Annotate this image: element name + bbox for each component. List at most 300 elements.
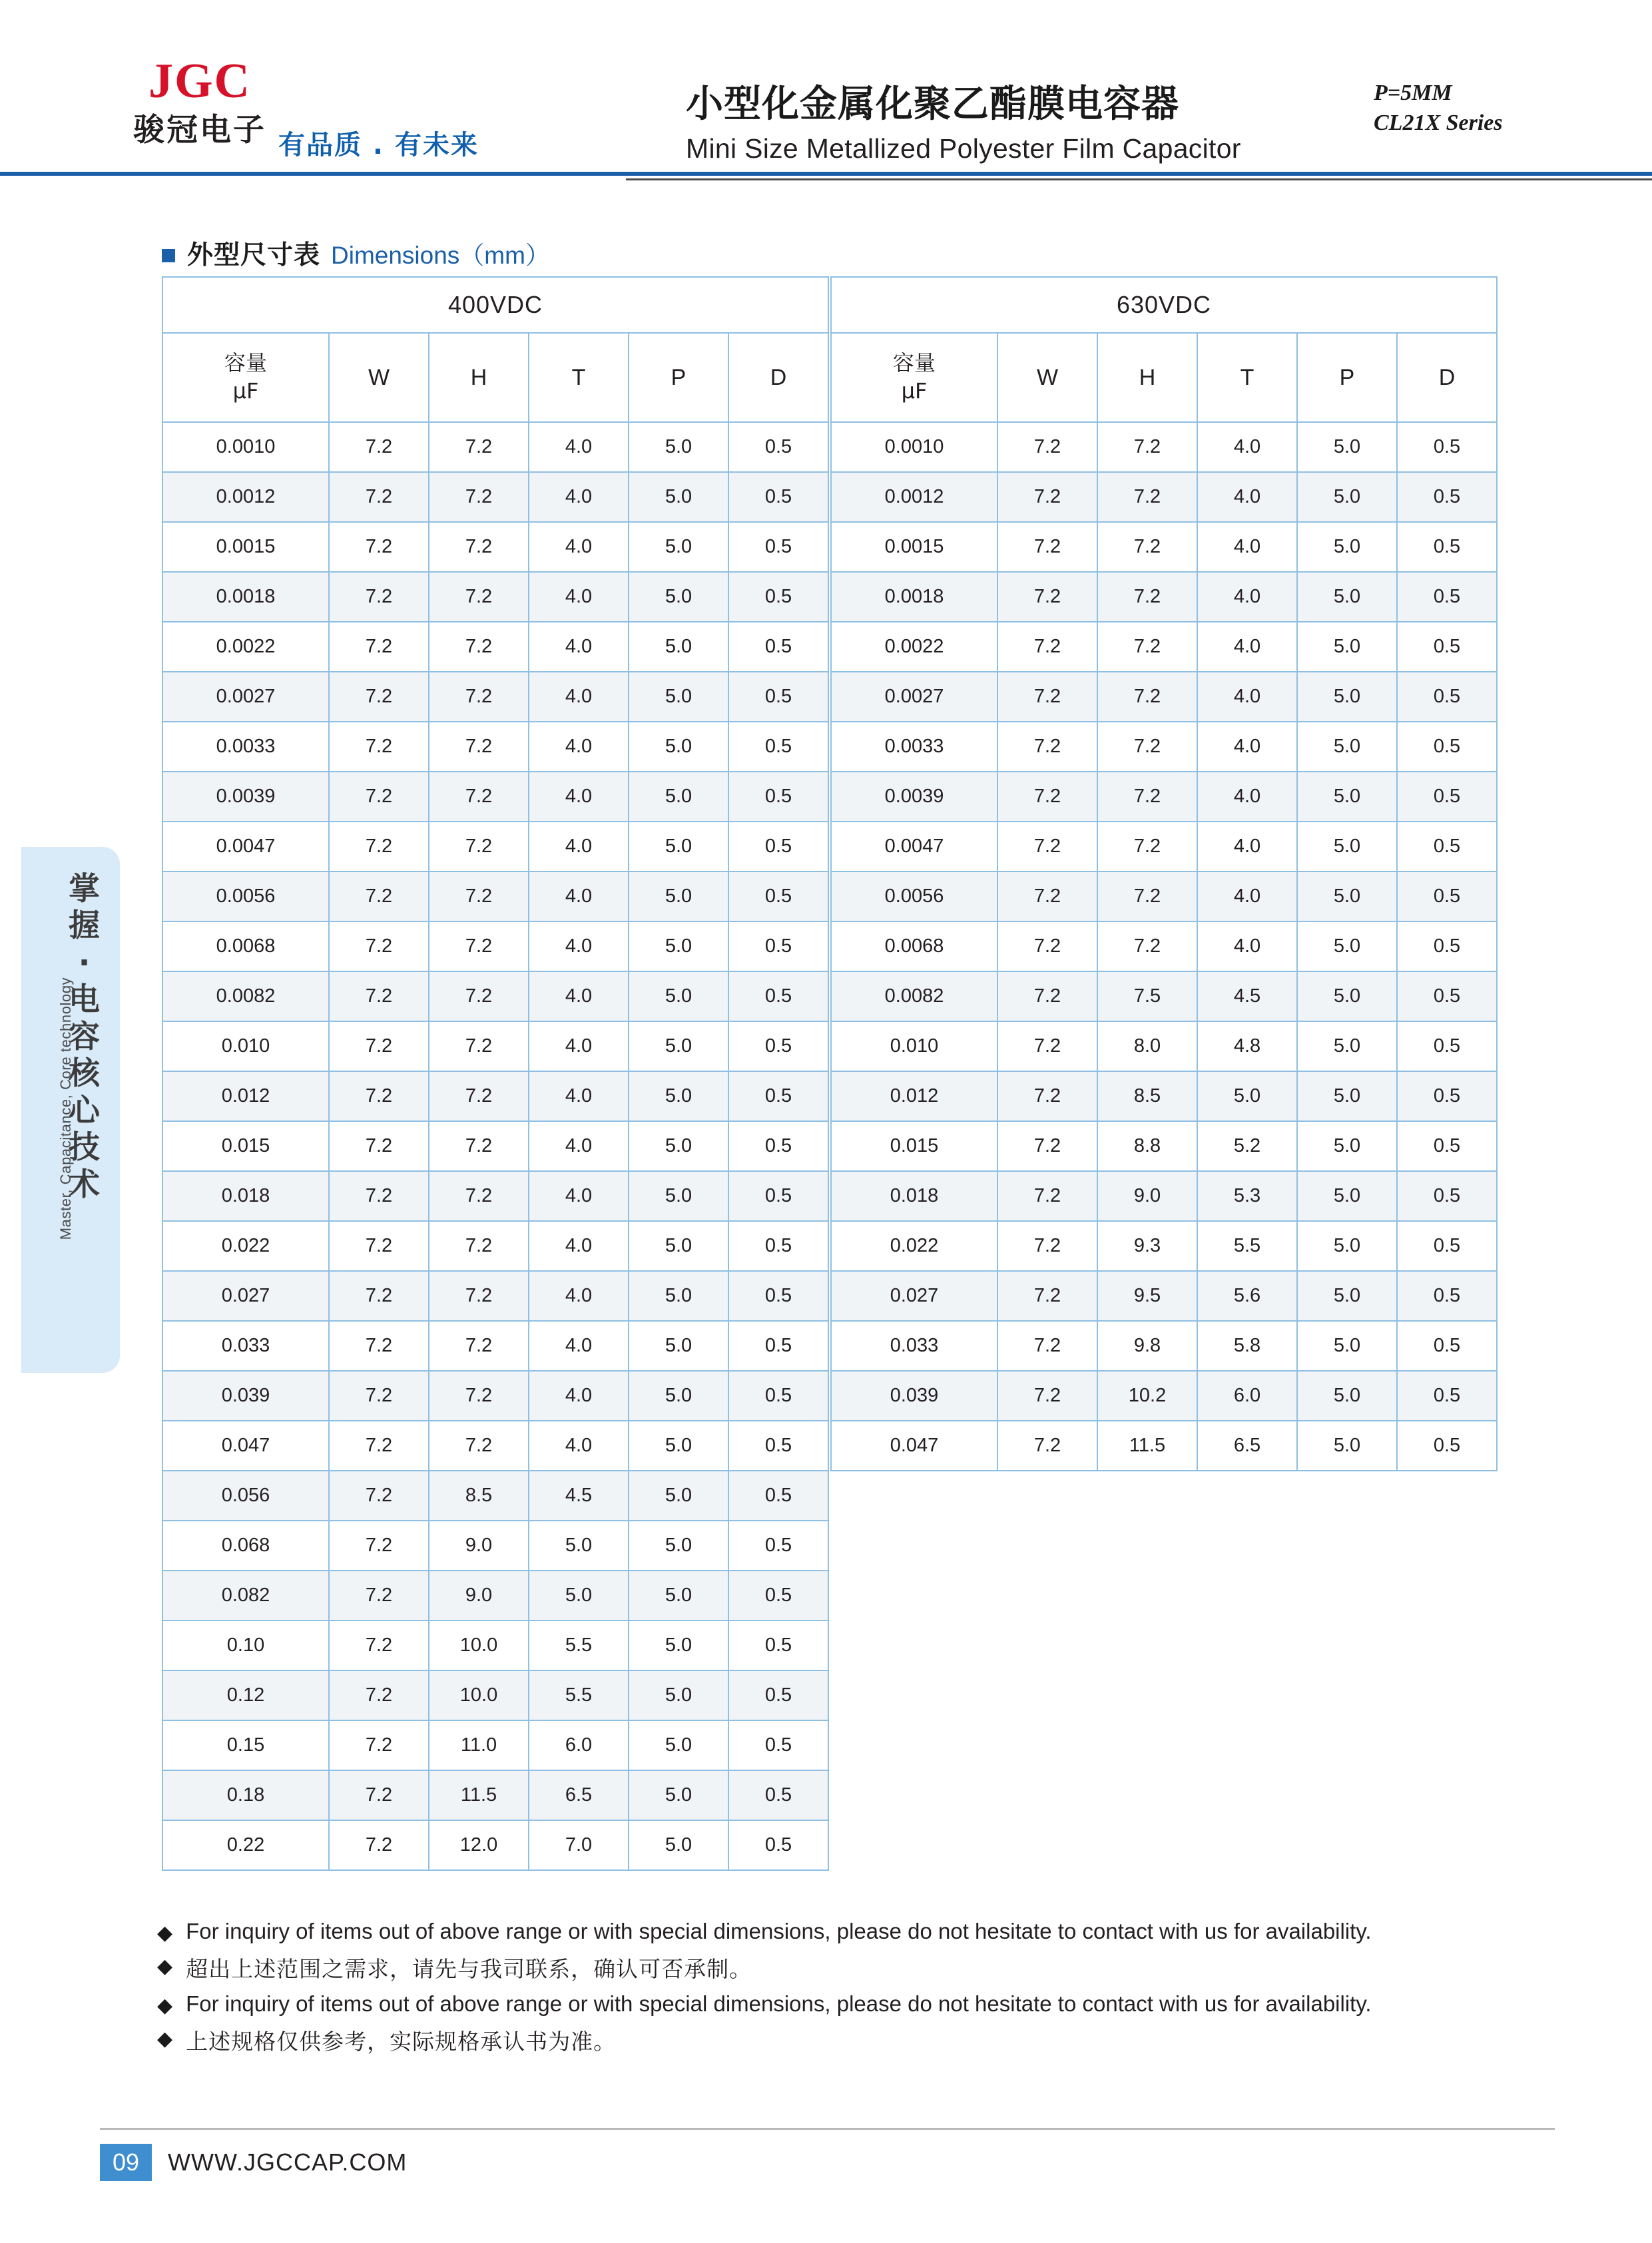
cell-capacitance: 0.0018 (162, 572, 329, 622)
cell-dimension: 7.2 (329, 1271, 429, 1321)
cell-capacitance: 0.022 (162, 1221, 329, 1271)
cell-dimension: 7.2 (329, 1471, 429, 1521)
table-voltage-header: 630VDC (831, 277, 1497, 333)
cell-dimension: 0.5 (728, 971, 828, 1021)
cell-dimension: 0.5 (728, 1371, 828, 1421)
table-row (831, 772, 1497, 822)
cell-capacitance: 0.010 (831, 1021, 997, 1071)
cell-dimension: 5.0 (629, 472, 728, 522)
cell-dimension: 4.0 (1197, 622, 1297, 672)
cell-dimension: 5.0 (1297, 1371, 1397, 1421)
note-text: For inquiry of items out of above range or with special dimensions, please do not hesitate to contact with us for availability. (186, 1919, 1372, 1943)
cell-dimension: 7.2 (329, 1071, 429, 1121)
table-row (831, 1321, 1497, 1371)
table-row (162, 1021, 828, 1071)
cell-dimension: 5.0 (629, 1321, 728, 1371)
cell-capacitance: 0.18 (162, 1770, 329, 1820)
table-row (162, 1371, 828, 1421)
table-row (831, 1171, 1497, 1221)
cell-dimension: 0.5 (1397, 422, 1497, 472)
cell-dimension: 7.2 (997, 822, 1097, 872)
cell-dimension: 7.2 (329, 872, 429, 921)
table-row (831, 572, 1497, 622)
cell-dimension: 0.5 (728, 1421, 828, 1471)
table-row (831, 1371, 1497, 1421)
cell-dimension: 5.0 (1297, 1271, 1397, 1321)
note-item (157, 1952, 1522, 1983)
cell-dimension: 7.2 (429, 622, 529, 672)
table-row (162, 1071, 828, 1121)
cell-dimension: 4.0 (1197, 872, 1297, 921)
cell-dimension: 7.2 (997, 1321, 1097, 1371)
cell-dimension: 4.0 (529, 1371, 629, 1421)
cell-capacitance: 0.039 (831, 1371, 997, 1421)
cell-dimension: 7.2 (429, 921, 529, 971)
cell-dimension: 7.2 (329, 672, 429, 722)
cell-dimension: 7.2 (1097, 872, 1197, 921)
cell-dimension: 4.0 (529, 1021, 629, 1071)
cell-dimension: 5.0 (1297, 572, 1397, 622)
cell-dimension: 0.5 (1397, 1271, 1497, 1321)
cell-dimension: 0.5 (1397, 722, 1497, 772)
cell-dimension: 5.0 (629, 1021, 728, 1071)
cell-dimension: 4.0 (529, 472, 629, 522)
cell-capacitance: 0.0022 (162, 622, 329, 672)
side-tab-label-en: Master, Capacitance, Core technology (57, 977, 74, 1240)
cell-dimension: 7.2 (997, 1171, 1097, 1221)
cell-capacitance: 0.0012 (162, 472, 329, 522)
dimensions-table-400vdc (162, 276, 829, 1871)
note-text: 超出上述范围之需求，请先与我司联系，确认可否承制。 (186, 1956, 752, 1982)
cell-dimension: 5.0 (629, 1670, 728, 1720)
cell-dimension: 5.0 (1297, 1171, 1397, 1221)
cell-dimension: 7.2 (1097, 522, 1197, 572)
cell-dimension: 7.2 (329, 1221, 429, 1271)
table-row (831, 1121, 1497, 1171)
table-row (162, 1421, 828, 1471)
cell-dimension: 7.2 (997, 422, 1097, 472)
cell-dimension: 5.0 (1297, 772, 1397, 822)
cell-dimension: 7.2 (1097, 572, 1197, 622)
table-column-header: D (1397, 333, 1497, 422)
cell-dimension: 4.0 (1197, 522, 1297, 572)
table-row (831, 1021, 1497, 1071)
cell-dimension: 4.5 (1197, 971, 1297, 1021)
note-item (157, 1991, 1522, 2017)
cell-dimension: 5.8 (1197, 1321, 1297, 1371)
product-title-en: Mini Size Metallized Polyester Film Capacitor (686, 133, 1241, 164)
cell-dimension: 5.0 (1297, 422, 1397, 472)
cell-dimension: 0.5 (728, 1221, 828, 1271)
cell-dimension: 5.3 (1197, 1171, 1297, 1221)
table-row (162, 622, 828, 672)
cell-capacitance: 0.0018 (831, 572, 997, 622)
page-footer (100, 2144, 407, 2181)
cell-dimension: 7.2 (329, 1720, 429, 1770)
dimensions-table-630vdc (830, 276, 1498, 1471)
cell-dimension: 5.5 (1197, 1221, 1297, 1271)
cell-capacitance: 0.0015 (162, 522, 329, 572)
cell-dimension: 0.5 (1397, 1371, 1497, 1421)
cell-dimension: 4.0 (529, 1171, 629, 1221)
cell-dimension: 0.5 (728, 921, 828, 971)
section-heading-cn: 外型尺寸表 (187, 240, 321, 270)
cell-dimension: 5.0 (1297, 921, 1397, 971)
footer-url[interactable]: WWW.JGCCAP.COM (168, 2148, 408, 2176)
cell-dimension: 5.0 (1297, 672, 1397, 722)
table-row (162, 872, 828, 921)
table-voltage-header: 400VDC (162, 277, 828, 333)
cell-dimension: 4.0 (529, 722, 629, 772)
cell-dimension: 5.0 (629, 522, 728, 572)
cell-dimension: 7.2 (329, 1371, 429, 1421)
cell-dimension: 0.5 (1397, 822, 1497, 872)
cell-dimension: 7.2 (329, 1770, 429, 1820)
table-row (162, 1221, 828, 1271)
cell-dimension: 5.0 (629, 872, 728, 921)
table-row (162, 672, 828, 722)
cell-dimension: 5.0 (629, 971, 728, 1021)
cell-dimension: 5.0 (1297, 971, 1397, 1021)
cell-dimension: 9.5 (1097, 1271, 1197, 1321)
table-row (831, 872, 1497, 921)
cell-dimension: 0.5 (1397, 971, 1497, 1021)
cell-dimension: 7.2 (997, 472, 1097, 522)
cell-capacitance: 0.0082 (831, 971, 997, 1021)
table-row (162, 1521, 828, 1571)
cell-dimension: 7.2 (429, 472, 529, 522)
table-column-header: W (329, 333, 429, 422)
cell-capacitance: 0.012 (162, 1071, 329, 1121)
bullet-square-icon (162, 249, 175, 262)
cell-dimension: 7.2 (329, 722, 429, 772)
cell-dimension: 4.0 (529, 1071, 629, 1121)
cell-dimension: 4.0 (1197, 722, 1297, 772)
table-row (831, 1071, 1497, 1121)
cell-dimension: 7.2 (429, 822, 529, 872)
cell-dimension: 7.2 (1097, 921, 1197, 971)
cell-dimension: 0.5 (1397, 572, 1497, 622)
cell-capacitance: 0.22 (162, 1820, 329, 1870)
cell-dimension: 5.0 (629, 1071, 728, 1121)
cell-dimension: 5.0 (529, 1571, 629, 1620)
cell-capacitance: 0.047 (162, 1421, 329, 1471)
table-row (162, 472, 828, 522)
cell-dimension: 7.2 (1097, 622, 1197, 672)
cell-capacitance: 0.0010 (831, 422, 997, 472)
diamond-bullet-icon: ◆ (157, 1922, 173, 1944)
cell-dimension: 0.5 (728, 722, 828, 772)
cell-dimension: 5.0 (1297, 622, 1397, 672)
cell-dimension: 0.5 (728, 672, 828, 722)
cell-dimension: 7.2 (429, 1121, 529, 1171)
cell-capacitance: 0.015 (162, 1121, 329, 1171)
table-row (162, 1171, 828, 1221)
cell-dimension: 4.0 (529, 672, 629, 722)
cell-dimension: 0.5 (728, 422, 828, 472)
cell-dimension: 5.0 (629, 1171, 728, 1221)
cell-dimension: 7.2 (329, 472, 429, 522)
cell-dimension: 0.5 (1397, 1021, 1497, 1071)
table-row (162, 1620, 828, 1670)
cell-dimension: 10.2 (1097, 1371, 1197, 1421)
table-row (831, 722, 1497, 772)
cell-dimension: 4.0 (529, 772, 629, 822)
table-row (831, 971, 1497, 1021)
cell-capacitance: 0.018 (831, 1171, 997, 1221)
cell-dimension: 4.0 (529, 1421, 629, 1471)
table-row (162, 822, 828, 872)
cell-dimension: 0.5 (728, 1321, 828, 1371)
cell-dimension: 0.5 (1397, 472, 1497, 522)
cell-dimension: 0.5 (728, 872, 828, 921)
cell-dimension: 7.2 (997, 1271, 1097, 1321)
cell-dimension: 0.5 (1397, 672, 1497, 722)
table-column-header: W (997, 333, 1097, 422)
diamond-bullet-icon: ◆ (157, 2028, 173, 2050)
cell-dimension: 4.0 (529, 422, 629, 472)
cell-dimension: 5.0 (629, 1221, 728, 1271)
table-row (162, 572, 828, 622)
side-tab (21, 847, 120, 1373)
cell-dimension: 7.2 (329, 822, 429, 872)
cell-dimension: 9.0 (1097, 1171, 1197, 1221)
cell-dimension: 7.2 (997, 1121, 1097, 1171)
table-row (162, 1571, 828, 1620)
cell-dimension: 7.2 (997, 1421, 1097, 1471)
cell-dimension: 7.2 (429, 1321, 529, 1371)
cell-dimension: 7.2 (429, 1421, 529, 1471)
header-divider-gray (626, 178, 1652, 180)
cell-dimension: 0.5 (728, 1770, 828, 1820)
cell-capacitance: 0.0015 (831, 522, 997, 572)
cell-capacitance: 0.012 (831, 1071, 997, 1121)
cell-dimension: 5.0 (1297, 822, 1397, 872)
cell-capacitance: 0.0027 (831, 672, 997, 722)
note-item (157, 2025, 1522, 2056)
product-title-cn: 小型化金属化聚乙酯膜电容器 (686, 83, 1179, 126)
table-row (831, 472, 1497, 522)
cell-dimension: 6.0 (529, 1720, 629, 1770)
cell-capacitance: 0.0027 (162, 672, 329, 722)
table-row (162, 1820, 828, 1870)
table-column-header: H (429, 333, 529, 422)
cell-capacitance: 0.0010 (162, 422, 329, 472)
cell-dimension: 7.2 (1097, 722, 1197, 772)
table-row (831, 822, 1497, 872)
cell-dimension: 4.0 (529, 1321, 629, 1371)
cell-dimension: 4.0 (529, 921, 629, 971)
cell-dimension: 5.0 (629, 1770, 728, 1820)
cell-dimension: 12.0 (429, 1820, 529, 1870)
cell-dimension: 5.0 (629, 1620, 728, 1670)
cell-dimension: 5.0 (629, 1571, 728, 1620)
cell-dimension: 11.5 (1097, 1421, 1197, 1471)
cell-dimension: 7.2 (329, 1421, 429, 1471)
cell-capacitance: 0.0056 (162, 872, 329, 921)
table-column-header: D (728, 333, 828, 422)
cell-dimension: 5.0 (629, 572, 728, 622)
cell-dimension: 4.0 (529, 1121, 629, 1171)
cell-dimension: 7.2 (429, 1371, 529, 1421)
table-row (162, 1720, 828, 1770)
table-row (162, 971, 828, 1021)
table-column-header: T (1197, 333, 1297, 422)
cell-capacitance: 0.033 (831, 1321, 997, 1371)
cell-dimension: 7.2 (429, 672, 529, 722)
cell-capacitance: 0.0082 (162, 971, 329, 1021)
table-row (162, 522, 828, 572)
cell-dimension: 7.0 (529, 1820, 629, 1870)
cell-dimension: 0.5 (728, 1620, 828, 1670)
cell-capacitance: 0.10 (162, 1620, 329, 1670)
cell-dimension: 5.0 (1297, 872, 1397, 921)
cell-dimension: 4.0 (1197, 422, 1297, 472)
cell-dimension: 7.2 (429, 1221, 529, 1271)
cell-dimension: 0.5 (728, 1121, 828, 1171)
cell-dimension: 7.2 (329, 422, 429, 472)
cell-dimension: 0.5 (728, 772, 828, 822)
cell-dimension: 0.5 (728, 1720, 828, 1770)
cell-dimension: 4.8 (1197, 1021, 1297, 1071)
cell-dimension: 5.0 (629, 1421, 728, 1471)
cell-dimension: 7.2 (329, 921, 429, 971)
cell-dimension: 0.5 (1397, 1071, 1497, 1121)
cell-dimension: 7.2 (329, 971, 429, 1021)
cell-dimension: 4.0 (529, 1271, 629, 1321)
cell-dimension: 0.5 (1397, 522, 1497, 572)
cell-dimension: 5.0 (1297, 1071, 1397, 1121)
cell-dimension: 7.2 (329, 1171, 429, 1221)
cell-capacitance: 0.047 (831, 1421, 997, 1471)
cell-dimension: 7.2 (429, 422, 529, 472)
table-row (162, 1770, 828, 1820)
cell-capacitance: 0.082 (162, 1571, 329, 1620)
cell-dimension: 7.2 (329, 772, 429, 822)
cell-dimension: 7.2 (429, 772, 529, 822)
cell-dimension: 7.2 (329, 1670, 429, 1720)
table-row (162, 1471, 828, 1521)
table-row (831, 672, 1497, 722)
cell-dimension: 5.0 (629, 422, 728, 472)
cell-dimension: 7.2 (329, 522, 429, 572)
cell-dimension: 7.2 (329, 1121, 429, 1171)
table-row (162, 1121, 828, 1171)
cell-dimension: 4.0 (529, 872, 629, 921)
cell-dimension: 7.2 (429, 1171, 529, 1221)
cell-dimension: 5.0 (1297, 1321, 1397, 1371)
cell-dimension: 7.2 (1097, 422, 1197, 472)
cell-capacitance: 0.15 (162, 1720, 329, 1770)
cell-capacitance: 0.12 (162, 1670, 329, 1720)
cell-dimension: 7.2 (1097, 772, 1197, 822)
cell-dimension: 4.0 (1197, 472, 1297, 522)
logo-text-cn: 骏冠电子 (133, 112, 266, 148)
table-row (162, 722, 828, 772)
cell-dimension: 7.2 (429, 1071, 529, 1121)
cell-dimension: 4.5 (529, 1471, 629, 1521)
cell-dimension: 4.0 (529, 522, 629, 572)
cell-dimension: 11.0 (429, 1720, 529, 1770)
cell-dimension: 4.0 (1197, 772, 1297, 822)
note-text: For inquiry of items out of above range or with special dimensions, please do not hesitate to contact with us for availability. (186, 1991, 1372, 2016)
cell-dimension: 7.2 (429, 1021, 529, 1071)
cell-dimension: 7.2 (997, 872, 1097, 921)
diamond-bullet-icon: ◆ (157, 1955, 173, 1977)
cell-dimension: 5.0 (1297, 1021, 1397, 1071)
cell-capacitance: 0.027 (162, 1271, 329, 1321)
cell-dimension: 0.5 (728, 1670, 828, 1720)
cell-dimension: 4.0 (529, 971, 629, 1021)
table-row (162, 422, 828, 472)
cell-dimension: 5.2 (1197, 1121, 1297, 1171)
cell-dimension: 0.5 (728, 472, 828, 522)
cell-dimension: 5.0 (1297, 722, 1397, 772)
cell-capacitance: 0.056 (162, 1471, 329, 1521)
cell-dimension: 7.2 (429, 1271, 529, 1321)
cell-dimension: 7.2 (329, 1021, 429, 1071)
cell-dimension: 5.0 (629, 822, 728, 872)
cell-dimension: 6.5 (529, 1770, 629, 1820)
cell-dimension: 4.0 (529, 572, 629, 622)
table-row (162, 772, 828, 822)
table-row (831, 622, 1497, 672)
cell-dimension: 7.2 (329, 1521, 429, 1571)
cell-dimension: 9.0 (429, 1571, 529, 1620)
table-row (831, 522, 1497, 572)
cell-dimension: 0.5 (728, 1471, 828, 1521)
section-heading-en: Dimensions（mm） (331, 242, 550, 269)
cell-dimension: 7.2 (997, 971, 1097, 1021)
cell-dimension: 7.2 (329, 1620, 429, 1670)
cell-dimension: 8.5 (1097, 1071, 1197, 1121)
cell-dimension: 0.5 (1397, 1221, 1497, 1271)
cell-dimension: 7.2 (329, 1571, 429, 1620)
cell-capacitance: 0.0047 (162, 822, 329, 872)
cell-dimension: 10.0 (429, 1670, 529, 1720)
cell-dimension: 4.0 (529, 622, 629, 672)
cell-dimension: 5.0 (1197, 1071, 1297, 1121)
cell-dimension: 0.5 (728, 1021, 828, 1071)
cell-dimension: 7.2 (329, 622, 429, 672)
cell-dimension: 5.0 (1297, 1121, 1397, 1171)
cell-dimension: 6.5 (1197, 1421, 1297, 1471)
cell-dimension: 5.0 (629, 722, 728, 772)
cell-dimension: 7.2 (997, 1371, 1097, 1421)
cell-dimension: 0.5 (728, 822, 828, 872)
cell-dimension: 11.5 (429, 1770, 529, 1820)
cell-dimension: 9.8 (1097, 1321, 1197, 1371)
cell-dimension: 7.2 (1097, 822, 1197, 872)
cell-dimension: 0.5 (728, 1521, 828, 1571)
note-item (157, 1919, 1522, 1944)
cell-dimension: 7.2 (997, 722, 1097, 772)
cell-dimension: 9.0 (429, 1521, 529, 1571)
cell-capacitance: 0.0033 (831, 722, 997, 772)
cell-dimension: 7.5 (1097, 971, 1197, 1021)
table-column-header: H (1097, 333, 1197, 422)
cell-dimension: 0.5 (728, 1171, 828, 1221)
cell-capacitance: 0.0033 (162, 722, 329, 772)
cell-dimension: 5.0 (629, 672, 728, 722)
cell-dimension: 0.5 (728, 1071, 828, 1121)
cell-dimension: 5.0 (629, 1121, 728, 1171)
cell-dimension: 5.0 (629, 622, 728, 672)
header-divider-blue (0, 172, 1652, 176)
company-slogan: 有品质 . 有未来 (278, 130, 479, 160)
cell-capacitance: 0.0047 (831, 822, 997, 872)
cell-dimension: 9.3 (1097, 1221, 1197, 1271)
